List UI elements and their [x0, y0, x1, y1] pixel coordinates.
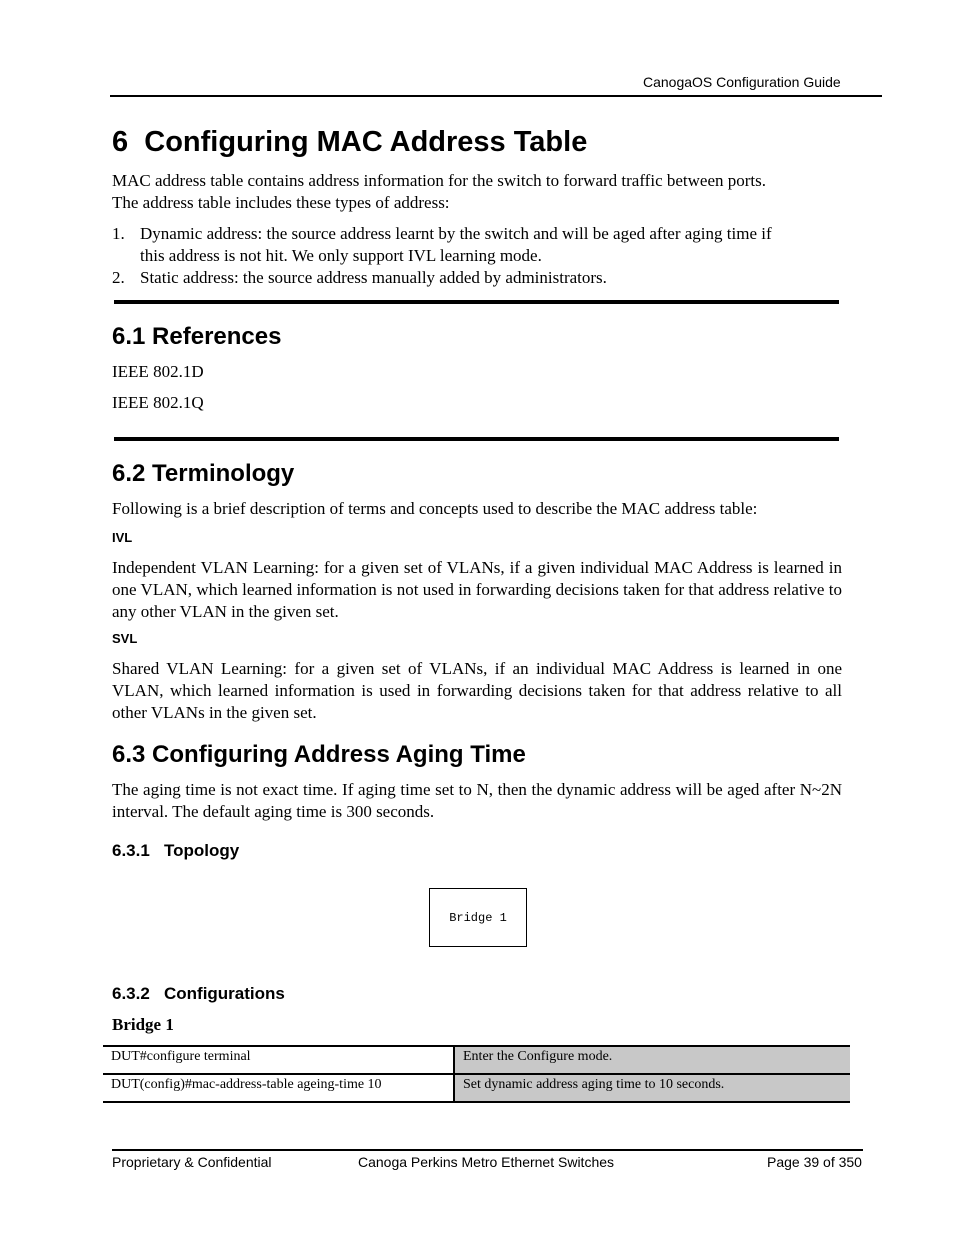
list-item-line: Static address: the source address manually added by administrators.: [140, 268, 607, 287]
section-title: Configuring Address Aging Time: [152, 741, 526, 768]
subsection-number: 6.3.2: [112, 984, 150, 1003]
topology-node-label: Bridge 1: [449, 910, 507, 925]
term-definition: Shared VLAN Learning: for a given set of VLANs, if an individual MAC Address is learned in one VLAN, which learned information is used in forwarding decisions taken for that address relative to all other VLANs in the given set.: [112, 659, 842, 722]
aging-description: The aging time is not exact time. If aging time set to N, then the dynamic address will be aged after N~2N interval. The default aging time is 300 seconds.: [112, 780, 842, 821]
header-rule: [110, 95, 882, 97]
subsection-number: 6.3.1: [112, 841, 150, 860]
section-rule: [114, 300, 839, 304]
list-item-line: Dynamic address: the source address learnt by the switch and will be aged after aging time if: [140, 224, 772, 243]
footer-rule: [112, 1149, 863, 1151]
section-heading-aging: [112, 741, 526, 769]
description-cell: Enter the Configure mode.: [454, 1046, 850, 1074]
chapter-heading: [112, 126, 587, 159]
chapter-intro-line-1: MAC address table contains address information for the switch to forward traffic between ports.: [112, 171, 767, 190]
section-number: 6.1: [112, 323, 146, 350]
section-heading-references: [112, 323, 281, 351]
address-type-list: [112, 223, 852, 289]
list-item-number: 2.: [112, 268, 125, 287]
command-cell: DUT(config)#mac-address-table ageing-time 10: [103, 1074, 454, 1102]
chapter-intro-line-2: The address table includes these types of address:: [112, 193, 450, 212]
reference-item: IEEE 802.1Q: [112, 393, 204, 412]
list-item-number: 1.: [112, 224, 125, 243]
section-number: 6.2: [112, 460, 146, 487]
section-title: Terminology: [152, 460, 295, 487]
list-item-line: this address is not hit. We only support IVL learning mode.: [140, 246, 542, 265]
running-header: CanogaOS Configuration Guide: [643, 74, 841, 90]
reference-item: IEEE 802.1D: [112, 362, 204, 381]
command-cell: DUT#configure terminal: [103, 1046, 454, 1074]
terminology-intro: Following is a brief description of terms and concepts used to describe the MAC address table:: [112, 499, 758, 518]
section-rule: [114, 437, 839, 441]
table-row: [103, 1046, 850, 1074]
term-definition: Independent VLAN Learning: for a given set of VLANs, if a given individual MAC Address is learned in one VLAN, which learned information is not used in forwarding decisions taken for that address relative to any other VLAN in the given set.: [112, 558, 842, 621]
table-row: [103, 1074, 850, 1102]
chapter-number: 6: [112, 126, 129, 158]
subsection-title: Topology: [163, 841, 240, 860]
term-name: SVL: [112, 631, 138, 646]
section-number: 6.3: [112, 741, 146, 768]
topology-bridge-node: [429, 888, 527, 947]
subsection-title: Configurations: [163, 984, 285, 1003]
device-label: Bridge 1: [112, 1015, 174, 1034]
section-heading-terminology: [112, 460, 294, 488]
subsection-heading-topology: [112, 841, 239, 861]
footer-page-number: Page 39 of 350: [767, 1154, 862, 1170]
configuration-table: [103, 1045, 850, 1103]
chapter-title: Configuring MAC Address Table: [144, 126, 588, 158]
term-name: IVL: [112, 530, 133, 545]
subsection-heading-configurations: [112, 984, 285, 1004]
footer-center: Canoga Perkins Metro Ethernet Switches: [358, 1154, 615, 1170]
list-item: [112, 223, 852, 267]
section-title: References: [152, 323, 282, 350]
list-item: [112, 267, 852, 289]
description-cell: Set dynamic address aging time to 10 seconds.: [454, 1074, 850, 1102]
footer-left: Proprietary & Confidential: [112, 1154, 272, 1170]
